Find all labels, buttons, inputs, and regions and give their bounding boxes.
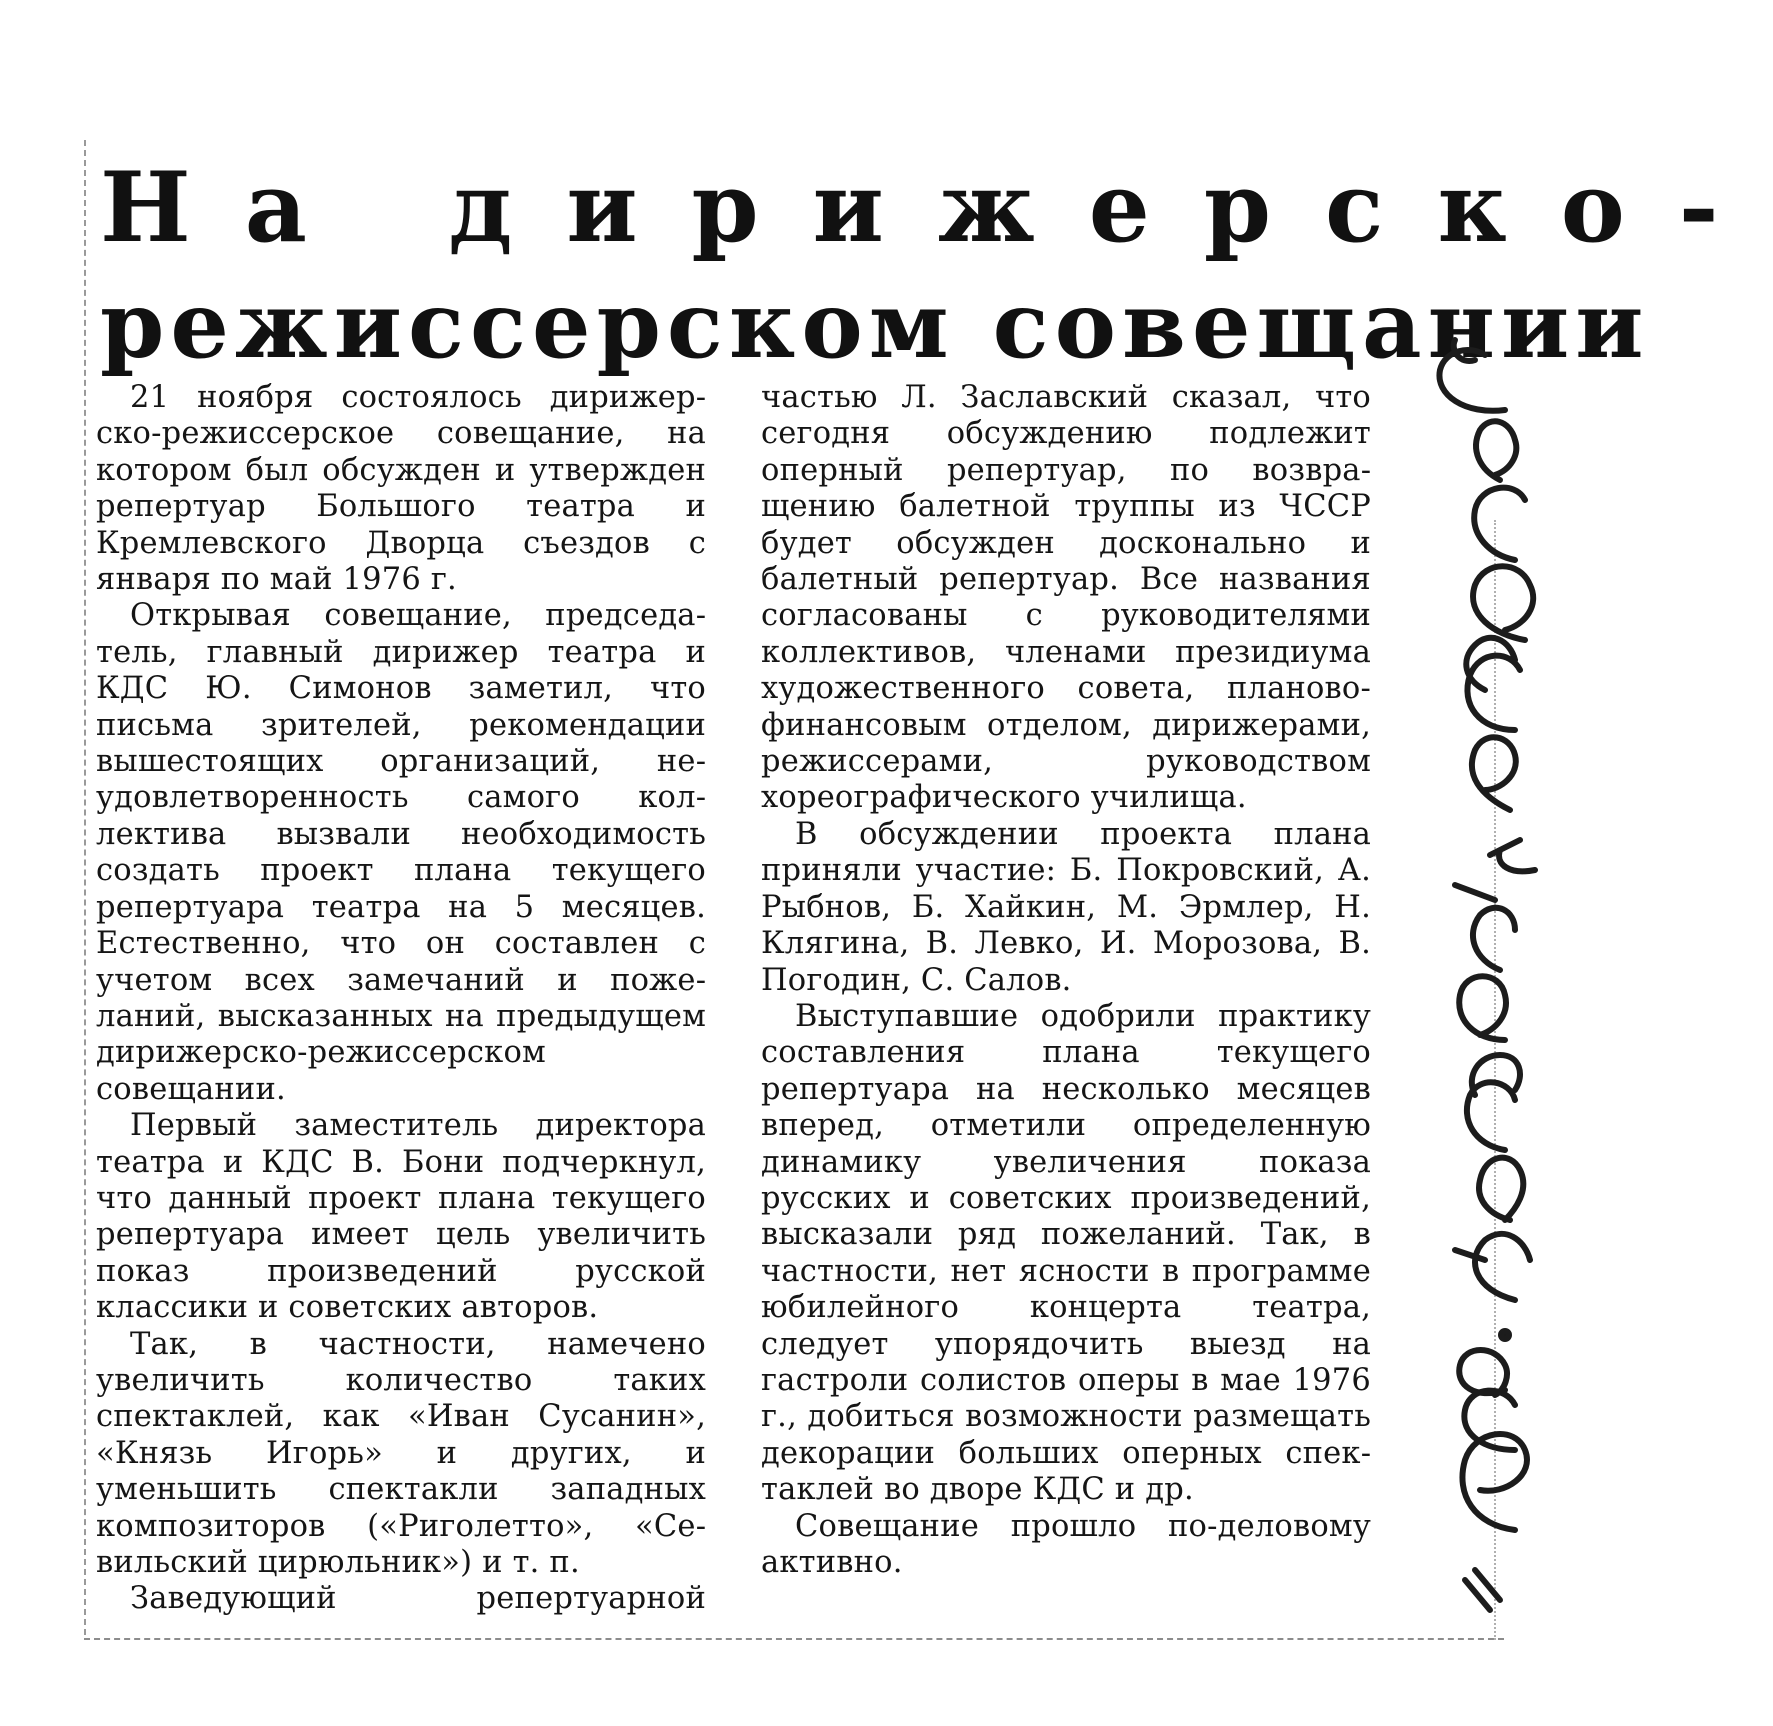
handwritten-source-note	[1405, 280, 1555, 1660]
headline-line-1: На дирижерско-	[100, 151, 1773, 264]
article-body	[96, 380, 1386, 1630]
article-column-right	[761, 380, 1371, 1581]
paragraph: 21 ноября состоялось дирижерско-режиссерское совещание, на котором был обсужден и утвержден репертуар Большого театра и Кремлевского Дворца съездов с января по май 1976 г.	[96, 380, 706, 598]
paragraph: Заведующий репертуарной	[130, 1581, 706, 1617]
clipping-bottom-edge	[84, 1638, 1504, 1640]
paragraph: Открывая совещание, председатель, главный дирижер театра и КДС Ю. Симонов заметил, что письма зрителей, рекомендации вышестоящих организаций, неудовлетворенность самого коллектива вызвали необходимость создать проект плана текущего репертуара театра на 5 месяцев. Естественно, что он составлен с учетом всех замечаний и пожеланий, высказанных на предыдущем дирижерско-режиссерском совещании.	[96, 598, 706, 1107]
paragraph: Выступавшие одобрили практику составления плана текущего репертуара на несколько месяцев вперед, отметили определенную динамику увеличения показа русских и советских произведений, высказали ряд пожеланий. Так, в частности, нет ясности в программе юбилейного концерта театра, следует упорядочить выезд на гастроли солистов оперы в мае 1976 г., добиться возможности размещать декорации больших оперных спектаклей во дворе КДС и др.	[761, 998, 1371, 1508]
paragraph: Так, в частности, намечено увеличить количество таких спектаклей, как «Иван Сусанин», «Князь Игорь» и других, и уменьшить спектакли западных композиторов («Риголетто», «Севильский цирюльник») и т. п.	[96, 1326, 706, 1580]
paragraph: Совещание прошло по-деловому активно.	[761, 1508, 1371, 1580]
article-headline	[100, 150, 1773, 384]
paragraph: В обсуждении проекта плана приняли участие: Б. Покровский, А. Рыбнов, Б. Хайкин, М. Эрмлер, Н. Клягина, В. Левко, И. Морозова, В. Погодин, С. Салов.	[761, 816, 1371, 998]
headline-line-2: режиссерском совещании	[100, 271, 1650, 379]
article-column-left	[96, 380, 706, 1618]
paragraph-continuation: частью Л. Заславский сказал, что сегодня обсуждению подлежит оперный репертуар, по возвращению балетной труппы из ЧССР будет обсужден досконально и балетный репертуар. Все названия согласованы с руководителями коллективов, членами президиума художественного совета, планово-финансовым отделом, дирижерами, режиссерами, руководством хореографического училища.	[761, 380, 1371, 816]
paragraph: Первый заместитель директора театра и КДС В. Бони подчеркнул, что данный проект плана текущего репертуара имеет цель увеличить показ произведений русской классики и советских авторов.	[96, 1108, 706, 1326]
clipping-left-edge	[84, 140, 86, 1635]
